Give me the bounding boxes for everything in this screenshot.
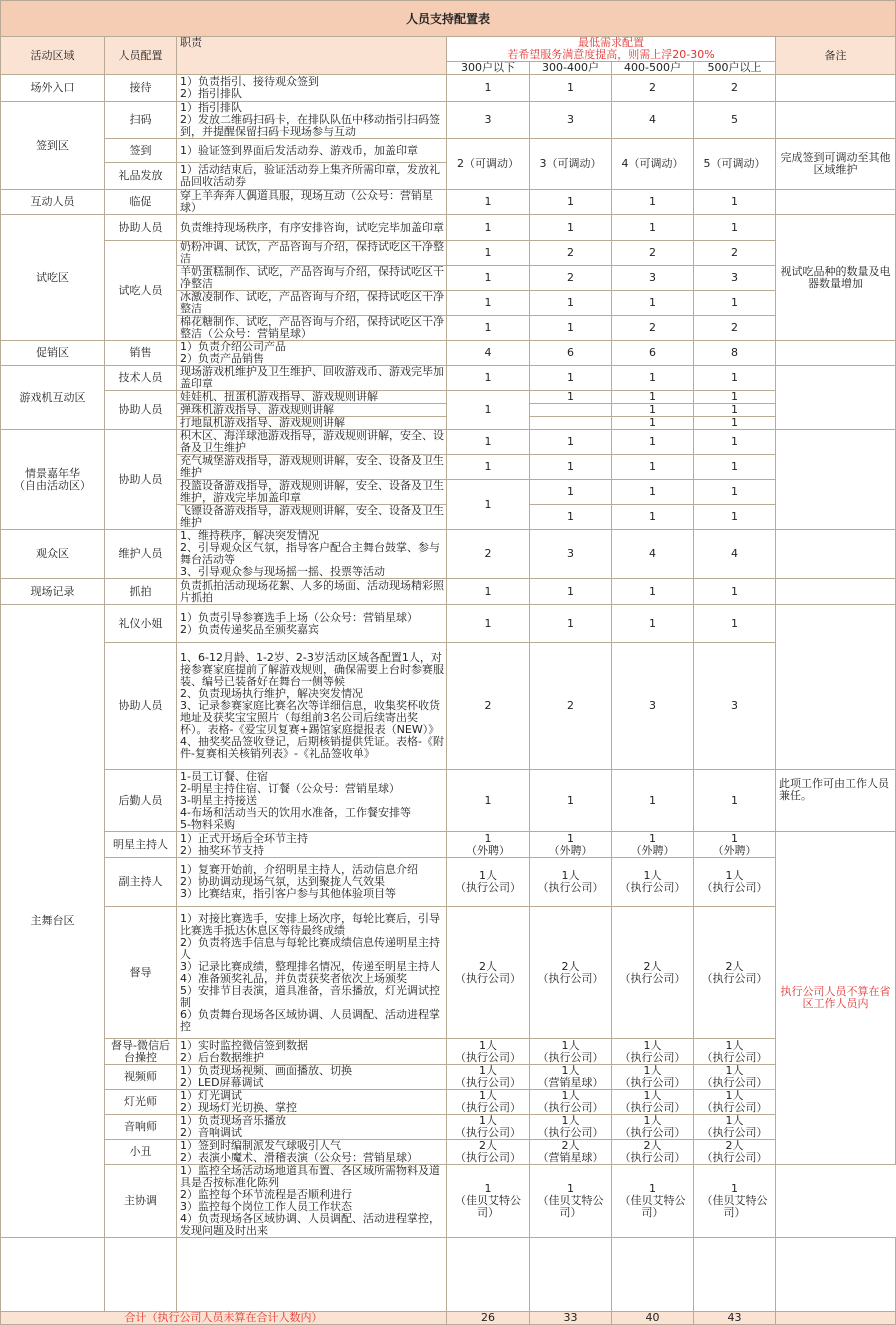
value-cell: 1 [530, 215, 612, 241]
note-cell [776, 530, 896, 579]
area-cell: 签到区 [1, 102, 105, 190]
staff-cell: 扫码 [105, 102, 177, 139]
staff-cell: 主协调 [105, 1165, 177, 1238]
header-duty: 职责 [177, 37, 447, 75]
value-cell: 1 （佳贝艾特公司） [612, 1165, 694, 1238]
value-cell: 4 [612, 102, 694, 139]
value-cell: 1 [694, 391, 776, 404]
duty-cell: 1）正式开场后全环节主持 2）抽奖环节支持 [177, 832, 447, 858]
value-cell: 1人 （执行公司） [530, 1090, 612, 1115]
duty-cell: 弹珠机游戏指导、游戏规则讲解 [177, 404, 447, 417]
value-cell: 2 [530, 643, 612, 770]
area-cell [1, 1238, 105, 1312]
value-cell: 1 [612, 190, 694, 215]
value-cell: 1 [530, 366, 612, 391]
value-cell: 2人 （执行公司） [447, 907, 530, 1039]
table-row [1, 139, 896, 163]
note-cell [776, 341, 896, 366]
value-cell: 1 [694, 417, 776, 430]
duty-cell: 负责抓拍活动现场花絮、人多的场面、活动现场精彩照片抓拍 [177, 579, 447, 605]
value-cell [612, 1238, 694, 1312]
staff-cell: 协助人员 [105, 430, 177, 530]
duty-cell: 现场游戏机维护及卫生维护、回收游戏币、游戏完毕加盖印章 [177, 366, 447, 391]
duty-cell: 1）负责指引、接待观众签到 2）指引排队 [177, 75, 447, 102]
staff-cell: 礼品发放 [105, 163, 177, 190]
value-cell: 1 [612, 605, 694, 643]
value-cell: 1 [694, 605, 776, 643]
value-cell: 1 [612, 480, 694, 505]
value-cell: 1人 （执行公司） [447, 858, 530, 907]
value-cell: 1人 （执行公司） [530, 858, 612, 907]
note-cell [776, 579, 896, 605]
value-cell: 2 [530, 241, 612, 266]
value-cell: 1人 （执行公司） [612, 1065, 694, 1090]
value-cell: 1 [530, 75, 612, 102]
note-logistics: 此项工作可由工作人员兼任。 [776, 770, 896, 832]
duty-cell: 穿上羊奔奔人偶道具服，现场互动（公众号：营销星球） [177, 190, 447, 215]
value-cell: 1 [694, 190, 776, 215]
area-cell: 促销区 [1, 341, 105, 366]
duty-cell: 冰激凌制作、试吃，产品咨询与介绍，保持试吃区干净整洁 [177, 291, 447, 316]
value-cell: 8 [694, 341, 776, 366]
value-cell: 1人 （执行公司） [694, 1090, 776, 1115]
value-cell: 1 [530, 430, 612, 455]
table-row [1, 1140, 896, 1165]
value-cell: 1 [612, 430, 694, 455]
table-row [1, 770, 896, 832]
value-cell: 1 [694, 770, 776, 832]
total-value: 40 [612, 1312, 694, 1325]
value-cell: 1 （外聘） [530, 832, 612, 858]
duty-cell: 负责维持现场秩序，有序安排咨询，试吃完毕加盖印章 [177, 215, 447, 241]
value-cell: 1 [612, 455, 694, 480]
header-staff: 人员配置 [105, 37, 177, 75]
area-cell: 场外入口 [1, 75, 105, 102]
value-cell: 1人 （执行公司） [530, 1039, 612, 1065]
note-cell [776, 605, 896, 770]
duty-cell: 投篮设备游戏指导，游戏规则讲解，安全、设备及卫生维护，游戏完毕加盖印章 [177, 480, 447, 505]
value-cell: 3（可调动） [530, 139, 612, 190]
staff-cell: 销售 [105, 341, 177, 366]
staff-cell: 接待 [105, 75, 177, 102]
total-value: 43 [694, 1312, 776, 1325]
staff-cell: 协助人员 [105, 215, 177, 241]
value-cell: 3 [612, 643, 694, 770]
value-cell: 3 [530, 530, 612, 579]
duty-cell: 1）指引排队 2）发放二维码扫码卡，在排队队伍中移动指引扫码签到，并提醒保留扫码卡现场参与互动 [177, 102, 447, 139]
value-cell: 1 [530, 391, 612, 404]
duty-cell: 1、维持秩序，解决突发情况 2、引导观众区气氛，指导客户配合主舞台鼓掌、参与舞台活动等 3、引导观众参与现场摇一摇、投票等活动 [177, 530, 447, 579]
value-cell: 4 [612, 530, 694, 579]
value-cell: 1人 （执行公司） [612, 1090, 694, 1115]
value-cell: 1 [530, 480, 612, 505]
duty-cell: 1-员工订餐、住宿 2-明星主持住宿、订餐（公众号：营销星球） 3-明星主持接送 4-布场和活动当天的饮用水准备，工作餐安排等 5-物料采购 [177, 770, 447, 832]
table-row [1, 832, 896, 858]
value-cell: 2 [447, 530, 530, 579]
config-title: 最低需求配置 [578, 36, 644, 49]
value-cell: 6 [530, 341, 612, 366]
value-cell: 1 [612, 391, 694, 404]
value-cell: 1 [530, 505, 612, 530]
duty-cell: 积木区、海洋球池游戏指导，游戏规则讲解，安全、设备及卫生维护 [177, 430, 447, 455]
value-cell: 2 [694, 316, 776, 341]
area-cell: 互动人员 [1, 190, 105, 215]
header-config [447, 37, 776, 62]
value-cell: 1 [530, 579, 612, 605]
value-cell: 1 [530, 190, 612, 215]
duty-cell: 1）负责现场音乐播放 2）音响调试 [177, 1115, 447, 1140]
value-cell: 1人 （执行公司） [530, 1115, 612, 1140]
staff-cell: 后勤人员 [105, 770, 177, 832]
value-cell [447, 1238, 530, 1312]
value-cell: 1人 （执行公司） [447, 1039, 530, 1065]
note-cell [776, 366, 896, 430]
value-cell: 1 [694, 215, 776, 241]
value-cell: 1 [612, 404, 694, 417]
value-cell: 1 [612, 505, 694, 530]
area-cell: 情景嘉年华 （自由活动区） [1, 430, 105, 530]
tier-header: 400-500户 [612, 62, 694, 75]
value-cell: 1人 （执行公司） [612, 858, 694, 907]
duty-cell: 1）负责介绍公司产品 2）负责产品销售 [177, 341, 447, 366]
duty-cell: 娃娃机、扭蛋机游戏指导、游戏规则讲解 [177, 391, 447, 404]
table-row [1, 1039, 896, 1065]
table-row [1, 1115, 896, 1140]
area-cell: 试吃区 [1, 215, 105, 341]
value-cell: 1 [447, 391, 530, 430]
value-cell: 2人 （营销星球） [530, 1140, 612, 1165]
value-cell: 1人 （执行公司） [612, 1115, 694, 1140]
value-cell: 5（可调动） [694, 139, 776, 190]
area-cell: 观众区 [1, 530, 105, 579]
value-cell: 2人 （执行公司） [530, 907, 612, 1039]
value-cell [530, 417, 612, 430]
value-cell: 2人 （执行公司） [447, 1140, 530, 1165]
value-cell: 1 [694, 404, 776, 417]
table-row [1, 241, 896, 266]
value-cell: 2人 （执行公司） [694, 907, 776, 1039]
staff-cell: 技术人员 [105, 366, 177, 391]
header-area: 活动区域 [1, 37, 105, 75]
value-cell: 1 [447, 266, 530, 291]
value-cell: 1 [447, 455, 530, 480]
staff-cell: 督导 [105, 907, 177, 1039]
note-tasting: 视试吃品种的数量及电器数量增加 [776, 215, 896, 341]
value-cell: 1 （外聘） [694, 832, 776, 858]
value-cell: 3 [694, 266, 776, 291]
value-cell: 1 [612, 291, 694, 316]
value-cell: 1 [694, 579, 776, 605]
value-cell: 1人 （执行公司） [447, 1090, 530, 1115]
value-cell: 1 [530, 455, 612, 480]
duty-cell: 奶粉冲调、试饮，产品咨询与介绍，保持试吃区干净整洁 [177, 241, 447, 266]
value-cell: 3 [530, 102, 612, 139]
value-cell: 1 [447, 480, 530, 530]
table-row [1, 1090, 896, 1115]
value-cell: 1 [694, 430, 776, 455]
value-cell: 2 [612, 241, 694, 266]
value-cell: 1 [530, 770, 612, 832]
duty-cell: 1）复赛开始前，介绍明星主持人，活动信息介绍 2）协助调动现场气氛，达到聚拢人气效果 3）比赛结束，指引客户参与其他体验项目等 [177, 858, 447, 907]
duty-cell: 棉花糖制作、试吃，产品咨询与介绍，保持试吃区干净整洁（公众号：营销星球） [177, 316, 447, 341]
duty-cell: 打地鼠机游戏指导、游戏规则讲解 [177, 417, 447, 430]
value-cell: 1 [612, 417, 694, 430]
staff-cell: 灯光师 [105, 1090, 177, 1115]
value-cell: 1人 （执行公司） [447, 1115, 530, 1140]
value-cell: 1 [447, 770, 530, 832]
value-cell: 1 [694, 455, 776, 480]
value-cell: 1 [447, 430, 530, 455]
value-cell: 1 [530, 316, 612, 341]
table-title: 人员支持配置表 [1, 1, 896, 37]
duty-cell: 1）灯光调试 2）现场灯光切换、掌控 [177, 1090, 447, 1115]
value-cell: 2（可调动） [447, 139, 530, 190]
table-row [1, 1065, 896, 1090]
value-cell: 2 [694, 75, 776, 102]
value-cell: 2 [447, 643, 530, 770]
staff-cell: 礼仪小姐 [105, 605, 177, 643]
value-cell: 2人 （执行公司） [612, 1140, 694, 1165]
staff-cell: 音响师 [105, 1115, 177, 1140]
duty-cell: 1）负责现场视频、画面播放、切换 2）LED屏幕调试 [177, 1065, 447, 1090]
value-cell: 4 [694, 530, 776, 579]
value-cell: 1 [612, 215, 694, 241]
total-value: 33 [530, 1312, 612, 1325]
value-cell: 4（可调动） [612, 139, 694, 190]
duty-cell [177, 1238, 447, 1312]
value-cell: 1人 （执行公司） [694, 1039, 776, 1065]
staff-cell: 抓拍 [105, 579, 177, 605]
value-cell [694, 1238, 776, 1312]
total-label: 合计（执行公司人员未算在合计人数内） [1, 1312, 447, 1325]
duty-cell: 飞镖设备游戏指导，游戏规则讲解，安全、设备及卫生维护 [177, 505, 447, 530]
table-row [1, 391, 896, 404]
table-row [1, 430, 896, 455]
staff-cell: 协助人员 [105, 643, 177, 770]
value-cell: 2 [530, 266, 612, 291]
table-row [1, 579, 896, 605]
duty-cell: 1）监控全场活动场地道具布置、各区域所需物料及道具是否按标准化陈列 2）监控每个环节流程是否顺利进行 3）监控每个岗位工作人员工作状态 4）负责现场各区域协调、人员调配、活动进程掌控，发现问题及时出来 [177, 1165, 447, 1238]
staff-cell: 临促 [105, 190, 177, 215]
duty-cell: 1）验证签到界面后发活动券、游戏币，加盖印章 [177, 139, 447, 163]
value-cell: 1 [447, 291, 530, 316]
table-row [1, 215, 896, 241]
table-row [1, 75, 896, 102]
value-cell: 1 （外聘） [447, 832, 530, 858]
value-cell: 3 [694, 643, 776, 770]
value-cell: 5 [694, 102, 776, 139]
duty-cell: 1）负责引导参赛选手上场（公众号：营销星球） 2）负责传递奖品至颁奖嘉宾 [177, 605, 447, 643]
value-cell: 1 （佳贝艾特公司） [694, 1165, 776, 1238]
duty-cell: 1）签到时编制派发气球吸引人气 2）表演小魔术、滑稽表演（公众号：营销星球） [177, 1140, 447, 1165]
value-cell: 2 [612, 316, 694, 341]
note-signin: 完成签到可调动至其他区域维护 [776, 139, 896, 190]
value-cell: 1 [447, 241, 530, 266]
staff-cell: 明星主持人 [105, 832, 177, 858]
header-notes: 备注 [776, 37, 896, 75]
value-cell: 1 （外聘） [612, 832, 694, 858]
value-cell: 1人 （执行公司） [694, 1115, 776, 1140]
table-row [1, 1165, 896, 1238]
table-row [1, 530, 896, 579]
value-cell: 1人 （营销星球） [530, 1065, 612, 1090]
value-cell: 1人 （执行公司） [694, 1065, 776, 1090]
duty-cell: 羊奶蛋糕制作、试吃，产品咨询与介绍，保持试吃区干净整洁 [177, 266, 447, 291]
table-row [1, 907, 896, 1039]
staff-cell: 督导-微信后台操控 [105, 1039, 177, 1065]
tier-header: 300户以下 [447, 62, 530, 75]
value-cell: 2 [694, 241, 776, 266]
duty-cell: 充气城堡游戏指导，游戏规则讲解，安全、设备及卫生维护 [177, 455, 447, 480]
area-cell: 游戏机互动区 [1, 366, 105, 430]
staff-cell: 维护人员 [105, 530, 177, 579]
table-row [1, 366, 896, 391]
value-cell: 1 [612, 770, 694, 832]
value-cell: 1人 （执行公司） [612, 1039, 694, 1065]
value-cell: 1 [694, 480, 776, 505]
table-row [1, 643, 896, 770]
table-row [1, 605, 896, 643]
staff-cell: 协助人员 [105, 391, 177, 430]
staff-cell: 试吃人员 [105, 241, 177, 341]
value-cell: 1 [530, 291, 612, 316]
staff-cell: 副主持人 [105, 858, 177, 907]
value-cell: 1人 （执行公司） [447, 1065, 530, 1090]
area-cell: 主舞台区 [1, 605, 105, 1238]
note-exec-company: 执行公司人员不算在省区工作人员内 [776, 832, 896, 1165]
value-cell: 1 [447, 366, 530, 391]
value-cell: 1 [612, 366, 694, 391]
table-row [1, 341, 896, 366]
total-note [776, 1312, 896, 1325]
value-cell: 1 [694, 366, 776, 391]
value-cell: 1 [694, 505, 776, 530]
value-cell: 1 （佳贝艾特公司） [530, 1165, 612, 1238]
note-cell [776, 102, 896, 139]
staff-cell: 视频师 [105, 1065, 177, 1090]
value-cell: 1 [612, 579, 694, 605]
staff-cell: 签到 [105, 139, 177, 163]
value-cell: 1 [447, 215, 530, 241]
duty-cell: 1）活动结束后，验证活动券上集齐所需印章，发放礼品回收活动券 [177, 163, 447, 190]
value-cell: 6 [612, 341, 694, 366]
duty-cell: 1）实时监控微信签到数据 2）后台数据维护 [177, 1039, 447, 1065]
value-cell: 3 [447, 102, 530, 139]
value-cell: 1人 （执行公司） [694, 858, 776, 907]
note-cell [776, 430, 896, 530]
staff-cell: 小丑 [105, 1140, 177, 1165]
value-cell: 1 （佳贝艾特公司） [447, 1165, 530, 1238]
value-cell: 1 [447, 605, 530, 643]
config-subtitle: 若希望服务满意度提高，则需上浮20-30% [507, 48, 715, 61]
value-cell [530, 1238, 612, 1312]
staff-cell [105, 1238, 177, 1312]
tier-header: 300-400户 [530, 62, 612, 75]
area-cell: 现场记录 [1, 579, 105, 605]
note-cell [776, 190, 896, 215]
table-row [1, 1238, 896, 1312]
value-cell: 1 [530, 605, 612, 643]
note-cell [776, 1238, 896, 1312]
total-value: 26 [447, 1312, 530, 1325]
value-cell: 2人 （执行公司） [694, 1140, 776, 1165]
value-cell [530, 404, 612, 417]
duty-cell: 1、6-12月龄、1-2岁、2-3岁活动区域各配置1人，对接参赛家庭提前了解游戏规则，确保需要上台时参赛服装、编号已装备好在舞台一侧等候 2、负责现场执行维护，解决突发情况 3、记录参赛家庭比赛名次等详细信息，收集奖杯收货地址及获奖宝宝照片（每组前3名公司后续寄出奖杯）。表格-《爱宝贝复赛+踢馆家庭提报表（NEW）》 4、抽奖奖品签收登记，后期核销提供凭证。表格-《附件-复赛相关核销列表》-《礼品签收单》 [177, 643, 447, 770]
value-cell: 1 [447, 190, 530, 215]
table-row [1, 190, 896, 215]
value-cell: 1 [447, 579, 530, 605]
tier-header: 500户以上 [694, 62, 776, 75]
duty-cell: 1）对接比赛选手，安排上场次序，每轮比赛后，引导比赛选手抵达休息区等待最终成绩 2）负责将选手信息与每轮比赛成绩信息传递明星主持人 3）记录比赛成绩，整理排名情况，传递至明星主持人 4）准备颁奖礼品，并负责获奖者依次上场颁奖 5）安排节目表演，道具准备，音乐播放，灯光调试控制 6）负责舞台现场各区域协调、人员调配、活动进程掌控 [177, 907, 447, 1039]
table-row [1, 858, 896, 907]
value-cell: 2 [612, 75, 694, 102]
total-row [1, 1312, 896, 1325]
value-cell: 4 [447, 341, 530, 366]
value-cell: 2人 （执行公司） [612, 907, 694, 1039]
note-cell [776, 75, 896, 102]
value-cell: 1 [447, 75, 530, 102]
value-cell: 3 [612, 266, 694, 291]
value-cell: 1 [694, 291, 776, 316]
table-row [1, 102, 896, 139]
value-cell: 1 [447, 316, 530, 341]
